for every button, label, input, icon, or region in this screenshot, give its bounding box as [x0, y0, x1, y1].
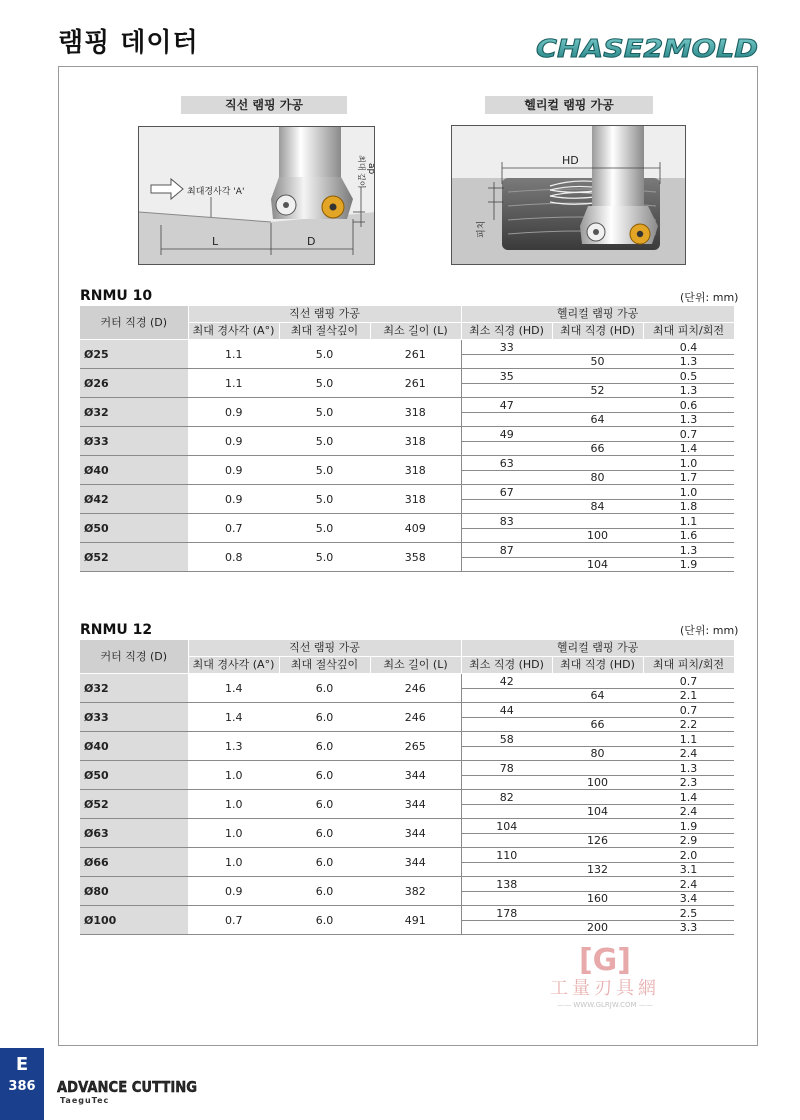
- max-depth: 6.0: [279, 703, 370, 732]
- max-pitch-2: 2.4: [679, 805, 698, 818]
- min-length: 265: [370, 732, 461, 761]
- table-row: [80, 369, 734, 398]
- min-length: 409: [370, 514, 461, 543]
- header-max-depth: 최대 절삭깊이: [279, 323, 370, 340]
- min-hd: 104: [496, 820, 518, 833]
- rnmu10-table: [80, 306, 735, 572]
- max-pitch-1: 1.4: [679, 791, 698, 804]
- max-hd: 80: [590, 747, 605, 760]
- max-hd-cell: [552, 674, 643, 703]
- table-row: [80, 398, 734, 427]
- cutter-diameter: Ø42: [80, 485, 188, 514]
- max-depth: 6.0: [279, 906, 370, 935]
- min-hd-cell: [461, 732, 552, 761]
- min-hd: 110: [496, 849, 518, 862]
- max-hd: 64: [590, 413, 605, 426]
- max-angle: 1.4: [188, 703, 279, 732]
- min-length: 261: [370, 340, 461, 369]
- linear-ramping-diagram: [138, 126, 375, 265]
- workpiece-slope: [139, 212, 375, 265]
- angle-label: 최대경사각 'A': [187, 187, 245, 197]
- min-length: 358: [370, 543, 461, 572]
- header-min-length: 최소 길이 (L): [370, 657, 461, 674]
- header-max-pitch: 최대 피치/회전: [643, 657, 734, 674]
- length-label: L: [212, 235, 219, 248]
- min-hd: 63: [499, 457, 514, 470]
- watermark-text: 工量刃具網: [550, 978, 660, 999]
- watermark-glyph: [G]: [578, 943, 632, 978]
- max-pitch-1: 1.3: [679, 762, 698, 775]
- max-hd-cell: [552, 848, 643, 877]
- section-tab: [0, 1048, 44, 1120]
- min-hd: 82: [499, 791, 514, 804]
- table-row: [80, 340, 734, 369]
- arrow-icon: [151, 179, 183, 199]
- helical-cutter-shank: [592, 126, 644, 206]
- max-pitch-2: 1.9: [679, 558, 698, 571]
- header-cutter: 커터 직경 (D): [80, 640, 188, 674]
- min-hd-cell: [461, 456, 552, 485]
- max-depth: 5.0: [279, 427, 370, 456]
- max-pitch-1: 0.5: [679, 370, 698, 383]
- header-min-hd: 최소 직경 (HD): [461, 323, 552, 340]
- min-hd-cell: [461, 906, 552, 935]
- table2-title: RNMU 12: [80, 622, 153, 638]
- brand-logo-text: CHASE2MOLD: [536, 34, 758, 63]
- table2-unit: (단위: mm): [680, 624, 739, 637]
- cutter-diameter: Ø80: [80, 877, 188, 906]
- max-depth: 5.0: [279, 340, 370, 369]
- max-pitch-cell: [643, 398, 734, 427]
- min-hd: 138: [496, 878, 518, 891]
- max-hd-cell: [552, 790, 643, 819]
- header-helical: 헬리컬 램핑 가공: [461, 640, 734, 657]
- header-linear: 직선 램핑 가공: [188, 306, 461, 323]
- cutter-diameter: Ø52: [80, 543, 188, 572]
- brand-logo: [532, 30, 762, 64]
- table-row: [80, 790, 734, 819]
- page-number: 386: [8, 1079, 36, 1094]
- cutter-diameter: Ø50: [80, 514, 188, 543]
- header-min-hd: 최소 직경 (HD): [461, 657, 552, 674]
- table1-title: RNMU 10: [80, 288, 153, 304]
- min-hd-cell: [461, 761, 552, 790]
- max-angle: 0.8: [188, 543, 279, 572]
- max-pitch-2: 2.3: [679, 776, 698, 789]
- max-hd-cell: [552, 369, 643, 398]
- max-pitch-2: 1.3: [679, 413, 698, 426]
- cutter-diameter: Ø40: [80, 732, 188, 761]
- max-angle: 0.9: [188, 877, 279, 906]
- max-pitch-1: 0.7: [679, 704, 698, 717]
- max-pitch-1: 2.4: [679, 878, 698, 891]
- max-angle: 1.1: [188, 369, 279, 398]
- min-length: 246: [370, 674, 461, 703]
- max-angle: 1.1: [188, 340, 279, 369]
- max-hd-cell: [552, 819, 643, 848]
- min-hd: 58: [499, 733, 514, 746]
- max-depth: 5.0: [279, 514, 370, 543]
- cutter-diameter: Ø100: [80, 906, 188, 935]
- min-hd-cell: [461, 427, 552, 456]
- max-hd-cell: [552, 543, 643, 572]
- rnmu12-table: [80, 640, 735, 935]
- header-helical: 헬리컬 램핑 가공: [461, 306, 734, 323]
- footer-logo-text: ADVANCE CUTTING: [57, 1078, 197, 1096]
- max-pitch-cell: [643, 427, 734, 456]
- max-depth: 6.0: [279, 674, 370, 703]
- max-angle: 1.3: [188, 732, 279, 761]
- table-row: [80, 848, 734, 877]
- max-hd: 160: [587, 892, 609, 905]
- max-hd: 100: [587, 529, 609, 542]
- max-hd-cell: [552, 906, 643, 935]
- max-hd-cell: [552, 732, 643, 761]
- max-hd-cell: [552, 456, 643, 485]
- table-row: [80, 427, 734, 456]
- max-pitch-1: 0.7: [679, 675, 698, 688]
- max-pitch-cell: [643, 732, 734, 761]
- depth-ap-label: ap: [366, 163, 376, 175]
- min-hd: 67: [499, 486, 514, 499]
- table-row: [80, 732, 734, 761]
- max-hd-cell: [552, 514, 643, 543]
- min-hd: 35: [499, 370, 514, 383]
- max-hd-cell: [552, 485, 643, 514]
- min-hd-cell: [461, 819, 552, 848]
- cutter-diameter: Ø52: [80, 790, 188, 819]
- min-hd-cell: [461, 790, 552, 819]
- min-length: 344: [370, 790, 461, 819]
- min-hd: 42: [499, 675, 514, 688]
- min-hd-cell: [461, 369, 552, 398]
- max-hd: 104: [587, 805, 609, 818]
- max-angle: 0.7: [188, 514, 279, 543]
- table1-unit: (단위: mm): [680, 291, 739, 304]
- min-hd-cell: [461, 674, 552, 703]
- min-hd-cell: [461, 703, 552, 732]
- max-pitch-2: 1.7: [679, 471, 698, 484]
- cutter-shank: [279, 127, 341, 177]
- max-pitch-2: 1.8: [679, 500, 698, 513]
- max-hd: 50: [590, 355, 605, 368]
- max-pitch-cell: [643, 877, 734, 906]
- max-hd: 126: [587, 834, 609, 847]
- max-angle: 0.9: [188, 427, 279, 456]
- max-pitch-2: 2.1: [679, 689, 698, 702]
- min-length: 246: [370, 703, 461, 732]
- max-pitch-1: 1.0: [679, 457, 698, 470]
- min-length: 318: [370, 427, 461, 456]
- watermark: [530, 944, 680, 1024]
- max-hd-cell: [552, 340, 643, 369]
- table-row: [80, 761, 734, 790]
- cutter-diameter: Ø63: [80, 819, 188, 848]
- max-pitch-cell: [643, 369, 734, 398]
- cutter-diameter: Ø66: [80, 848, 188, 877]
- max-pitch-cell: [643, 790, 734, 819]
- max-pitch-cell: [643, 485, 734, 514]
- max-hd: 64: [590, 689, 605, 702]
- cutter-diameter: Ø40: [80, 456, 188, 485]
- min-hd-cell: [461, 877, 552, 906]
- max-depth: 6.0: [279, 877, 370, 906]
- max-depth: 5.0: [279, 456, 370, 485]
- max-pitch-1: 1.9: [679, 820, 698, 833]
- max-angle: 0.9: [188, 456, 279, 485]
- max-angle: 1.0: [188, 819, 279, 848]
- header-max-depth: 최대 절삭깊이: [279, 657, 370, 674]
- max-depth: 5.0: [279, 543, 370, 572]
- min-hd: 87: [499, 544, 514, 557]
- header-linear: 직선 램핑 가공: [188, 640, 461, 657]
- max-pitch-2: 2.9: [679, 834, 698, 847]
- pitch-label: 피치: [477, 220, 487, 238]
- header-max-hd: 최대 직경 (HD): [552, 657, 643, 674]
- max-angle: 0.7: [188, 906, 279, 935]
- max-hd-cell: [552, 877, 643, 906]
- max-pitch-2: 3.1: [679, 863, 698, 876]
- max-pitch-2: 1.6: [679, 529, 698, 542]
- max-hd-cell: [552, 703, 643, 732]
- max-pitch-cell: [643, 514, 734, 543]
- max-depth: 5.0: [279, 485, 370, 514]
- cutter-diameter: Ø32: [80, 674, 188, 703]
- min-length: 344: [370, 761, 461, 790]
- max-hd-cell: [552, 398, 643, 427]
- helical-diagram-label: 헬리컬 램핑 가공: [485, 96, 653, 114]
- max-pitch-cell: [643, 674, 734, 703]
- page-title: 램핑 데이터: [58, 28, 199, 58]
- max-hd: 100: [587, 776, 609, 789]
- min-hd: 47: [499, 399, 514, 412]
- header-max-angle: 최대 경사각 (A°): [188, 323, 279, 340]
- min-length: 318: [370, 456, 461, 485]
- max-pitch-1: 1.0: [679, 486, 698, 499]
- min-length: 344: [370, 819, 461, 848]
- max-pitch-1: 0.4: [679, 341, 698, 354]
- max-hd-cell: [552, 761, 643, 790]
- max-depth: 5.0: [279, 398, 370, 427]
- max-pitch-cell: [643, 456, 734, 485]
- min-hd: 83: [499, 515, 514, 528]
- min-length: 491: [370, 906, 461, 935]
- min-length: 344: [370, 848, 461, 877]
- max-hd: 52: [590, 384, 605, 397]
- table-row: [80, 877, 734, 906]
- table-row: [80, 703, 734, 732]
- max-pitch-cell: [643, 906, 734, 935]
- cutter-diameter: Ø33: [80, 427, 188, 456]
- table-row: [80, 819, 734, 848]
- max-angle: 1.4: [188, 674, 279, 703]
- max-hd: 84: [590, 500, 605, 513]
- max-pitch-cell: [643, 703, 734, 732]
- max-hd: 66: [590, 442, 605, 455]
- max-hd-cell: [552, 427, 643, 456]
- header-max-pitch: 최대 피치/회전: [643, 323, 734, 340]
- max-pitch-2: 2.2: [679, 718, 698, 731]
- max-depth: 6.0: [279, 761, 370, 790]
- linear-diagram-label: 직선 램핑 가공: [181, 96, 347, 114]
- min-hd-cell: [461, 848, 552, 877]
- max-pitch-1: 2.0: [679, 849, 698, 862]
- max-hd: 66: [590, 718, 605, 731]
- max-hd: 104: [587, 558, 609, 571]
- max-pitch-1: 1.3: [679, 544, 698, 557]
- max-angle: 0.9: [188, 398, 279, 427]
- max-pitch-1: 0.6: [679, 399, 698, 412]
- hd-label: HD: [562, 154, 579, 167]
- min-length: 261: [370, 369, 461, 398]
- max-pitch-2: 3.4: [679, 892, 698, 905]
- depth-label: 최대 깊이: [357, 155, 366, 189]
- max-depth: 6.0: [279, 848, 370, 877]
- header-max-angle: 최대 경사각 (A°): [188, 657, 279, 674]
- cutter-diameter: Ø50: [80, 761, 188, 790]
- table-row: [80, 485, 734, 514]
- max-pitch-1: 1.1: [679, 733, 698, 746]
- max-pitch-1: 2.5: [679, 907, 698, 920]
- min-hd-cell: [461, 514, 552, 543]
- table-row: [80, 674, 734, 703]
- cutter-diameter: Ø33: [80, 703, 188, 732]
- cutter-diameter: Ø26: [80, 369, 188, 398]
- max-pitch-cell: [643, 848, 734, 877]
- max-pitch-cell: [643, 819, 734, 848]
- header-cutter: 커터 직경 (D): [80, 306, 188, 340]
- min-hd-cell: [461, 485, 552, 514]
- max-angle: 0.9: [188, 485, 279, 514]
- header-min-length: 최소 길이 (L): [370, 323, 461, 340]
- max-pitch-1: 0.7: [679, 428, 698, 441]
- header-max-hd: 최대 직경 (HD): [552, 323, 643, 340]
- table-row: [80, 456, 734, 485]
- min-hd: 33: [499, 341, 514, 354]
- min-length: 318: [370, 398, 461, 427]
- table-row: [80, 906, 734, 935]
- min-hd-cell: [461, 340, 552, 369]
- min-length: 382: [370, 877, 461, 906]
- max-pitch-2: 1.4: [679, 442, 698, 455]
- max-pitch-cell: [643, 543, 734, 572]
- max-pitch-cell: [643, 340, 734, 369]
- max-depth: 6.0: [279, 819, 370, 848]
- diameter-label: D: [307, 235, 316, 248]
- table-row: [80, 514, 734, 543]
- max-pitch-2: 1.3: [679, 384, 698, 397]
- min-hd-cell: [461, 543, 552, 572]
- max-pitch-cell: [643, 761, 734, 790]
- max-depth: 5.0: [279, 369, 370, 398]
- min-hd: 49: [499, 428, 514, 441]
- max-pitch-2: 1.3: [679, 355, 698, 368]
- max-depth: 6.0: [279, 790, 370, 819]
- max-pitch-2: 2.4: [679, 747, 698, 760]
- max-hd: 200: [587, 921, 609, 934]
- max-angle: 1.0: [188, 790, 279, 819]
- max-depth: 6.0: [279, 732, 370, 761]
- footer-sub: TaeguTec: [60, 1096, 110, 1105]
- max-hd: 80: [590, 471, 605, 484]
- max-angle: 1.0: [188, 848, 279, 877]
- min-hd: 44: [499, 704, 514, 717]
- max-pitch-1: 1.1: [679, 515, 698, 528]
- max-hd: 132: [587, 863, 609, 876]
- cutter-diameter: Ø32: [80, 398, 188, 427]
- watermark-url: —— WWW.GLRJW.COM ——: [557, 1001, 653, 1009]
- max-angle: 1.0: [188, 761, 279, 790]
- max-pitch-2: 3.3: [679, 921, 698, 934]
- section-letter: E: [15, 1054, 29, 1075]
- cutter-diameter: Ø25: [80, 340, 188, 369]
- min-hd: 178: [496, 907, 518, 920]
- min-hd: 78: [499, 762, 514, 775]
- helical-ramping-diagram: [451, 125, 686, 265]
- min-hd-cell: [461, 398, 552, 427]
- table-row: [80, 543, 734, 572]
- min-length: 318: [370, 485, 461, 514]
